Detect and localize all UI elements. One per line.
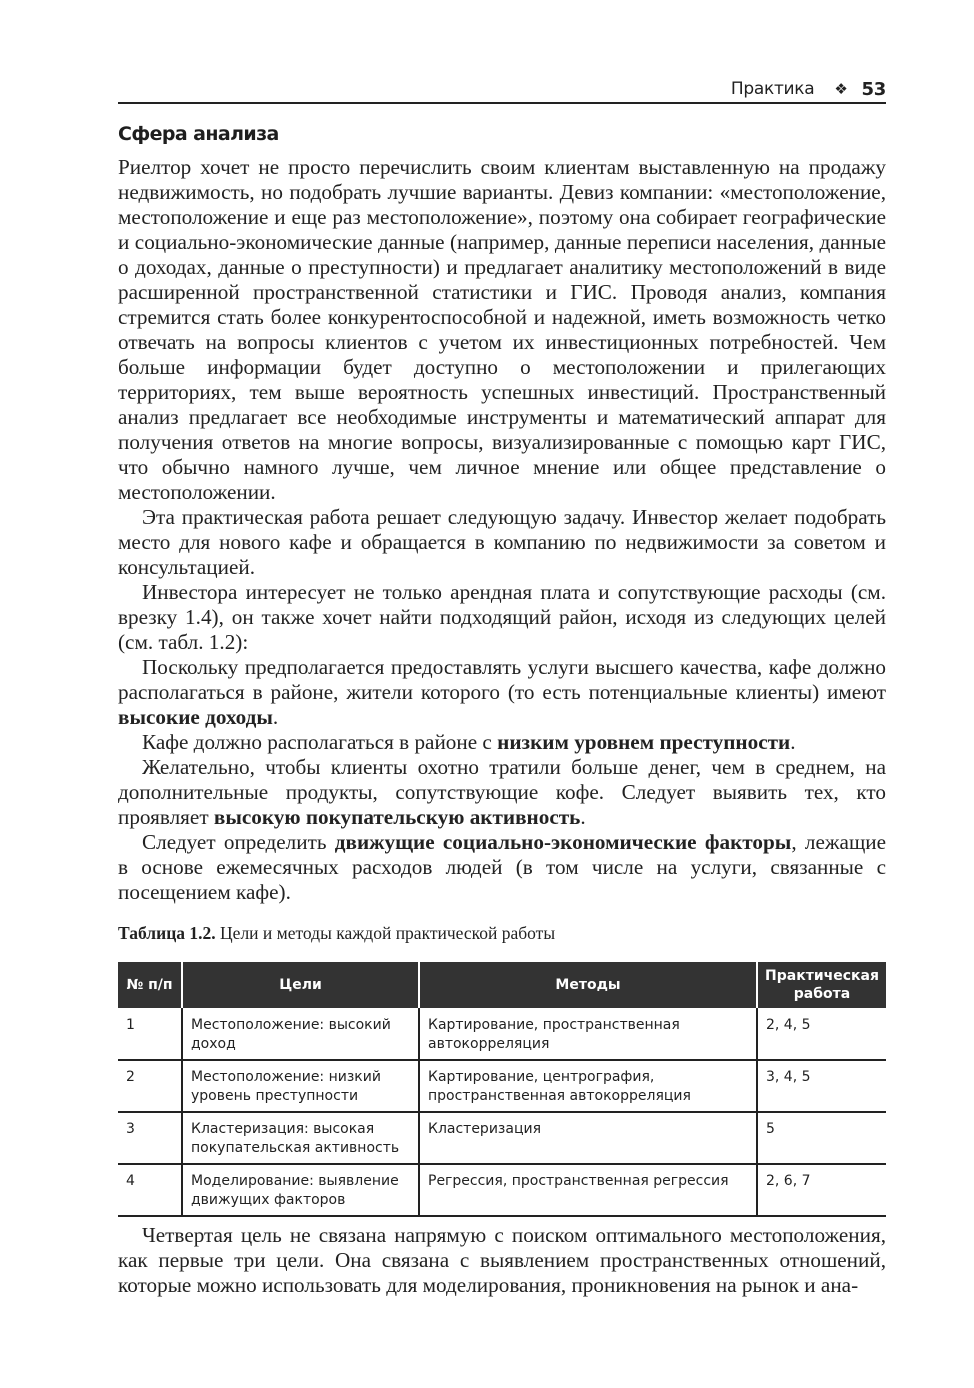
table-row	[118, 1060, 886, 1112]
cell-practical-work: 5	[757, 1112, 886, 1164]
goal-paragraph	[118, 755, 886, 830]
page-number: 53	[861, 78, 886, 100]
paragraph	[118, 505, 886, 580]
paragraph	[118, 580, 886, 655]
header-practical-work: Практическая работа	[757, 962, 886, 1008]
running-head-section: Практика	[730, 79, 815, 99]
closing-text	[118, 1223, 886, 1298]
cell-practical-work: 3, 4, 5	[757, 1060, 886, 1112]
cell-practical-work: 2, 6, 7	[757, 1164, 886, 1216]
cell-goal: Местоположение: низкий уровень преступности	[182, 1060, 419, 1112]
text-run: .	[580, 805, 586, 829]
table-caption-label: Таблица 1.2.	[118, 923, 216, 943]
paragraph	[118, 155, 886, 505]
cell-goal: Кластеризация: высокая покупательская активность	[182, 1112, 419, 1164]
text-run: Кафе должно располагаться в районе с	[142, 730, 498, 754]
cell-number: 1	[118, 1008, 182, 1060]
body-text	[118, 155, 886, 905]
table-header-row	[118, 962, 886, 1008]
header-number: № п/п	[118, 962, 182, 1008]
section-heading: Сфера анализа	[118, 123, 279, 145]
emphasis-text: низким уровнем преступности	[497, 730, 791, 754]
text-run: Риелтор хочет не просто перечислить своим клиентам выставленную на продажу недвижимость, но подобрать лучшие варианты. Девиз компании: «местоположение, местоположение и еще раз местоположение», поэтому она собирает географические и социально-экономические данные (например, данные переписи населения, данные о доходах, данные о преступности) и предлагает аналитику местоположений в виде расширенной пространственной статистики и ГИС. Проводя анализ, компания стремится стать более конкурентоспособной и надежной, иметь возможность четко отвечать на вопросы клиентов с учетом их инвестиционных потребностей. Чем больше информации будет доступно о местоположении и прилегающих территориях, тем выше вероятность успешных инвестиций. Пространственный анализ предлагает все необходимые инструменты и математический аппарат для получения ответов на многие вопросы, визуализированные с помощью карт ГИС, что обычно намного лучше, чем личное мнение или общее представление о местоположении.	[118, 155, 886, 504]
ornament-icon: ❖	[834, 80, 848, 98]
emphasis-text: движущие социально-экономические факторы	[334, 830, 792, 854]
cell-number: 2	[118, 1060, 182, 1112]
cell-number: 3	[118, 1112, 182, 1164]
text-run: Поскольку предполагается предоставлять услуги высшего качества, кафе должно располагаться в районе, жители которого (то есть потенциальные клиенты) имеют	[118, 655, 886, 704]
text-run: Желательно, чтобы клиенты охотно тратили больше денег, чем в среднем, на дополнительные продукты, сопутствующие кофе. Следует выявить тех, кто проявляет	[118, 755, 886, 829]
goal-paragraph	[118, 730, 886, 755]
table-row	[118, 1112, 886, 1164]
cell-methods: Картирование, пространственная автокорреляция	[419, 1008, 757, 1060]
header-methods: Методы	[419, 962, 757, 1008]
table-row	[118, 1008, 886, 1060]
cell-methods: Кластеризация	[419, 1112, 757, 1164]
text-run: Следует определить	[142, 830, 335, 854]
text-run: , лежащие в основе ежемесячных расходов людей (в том числе на услуги, связанные с посещением кафе).	[118, 830, 886, 904]
text-run: Инвестора интересует не только арендная плата и сопутствующие расходы (см. врезку 1.4), он также хочет найти подходящий район, исходя из следующих целей (см. табл. 1.2):	[118, 580, 886, 654]
emphasis-text: высокие доходы	[118, 705, 273, 729]
text-run: .	[790, 730, 796, 754]
text-run: Эта практическая работа решает следующую задачу. Инвестор желает подобрать место для нового кафе и обращается в компанию по недвижимости за советом и консультацией.	[118, 505, 886, 579]
text-run: .	[272, 705, 279, 729]
paragraph: Четвертая цель не связана напрямую с поиском оптимального местоположения, как первые три цели. Она связана с выявлением пространственных отношений, которые можно использовать для моделирования, проникновения на рынок и ана-	[118, 1223, 886, 1297]
cell-goal: Моделирование: выявление движущих факторов	[182, 1164, 419, 1216]
goal-paragraph	[118, 655, 886, 730]
cell-goal: Местоположение: высокий доход	[182, 1008, 419, 1060]
header-rule	[118, 102, 886, 104]
cell-methods: Регрессия, пространственная регрессия	[419, 1164, 757, 1216]
table-caption-text: Цели и методы каждой практической работы	[215, 923, 556, 943]
table-caption	[118, 923, 555, 944]
cell-number: 4	[118, 1164, 182, 1216]
table-row	[118, 1164, 886, 1216]
cell-methods: Картирование, центрография, пространственная автокорреляция	[419, 1060, 757, 1112]
goal-paragraph	[118, 830, 886, 905]
running-head	[731, 76, 886, 102]
goals-methods-table	[118, 962, 886, 1217]
emphasis-text: высокую покупательскую активность	[213, 805, 581, 829]
header-goals: Цели	[182, 962, 419, 1008]
cell-practical-work: 2, 4, 5	[757, 1008, 886, 1060]
